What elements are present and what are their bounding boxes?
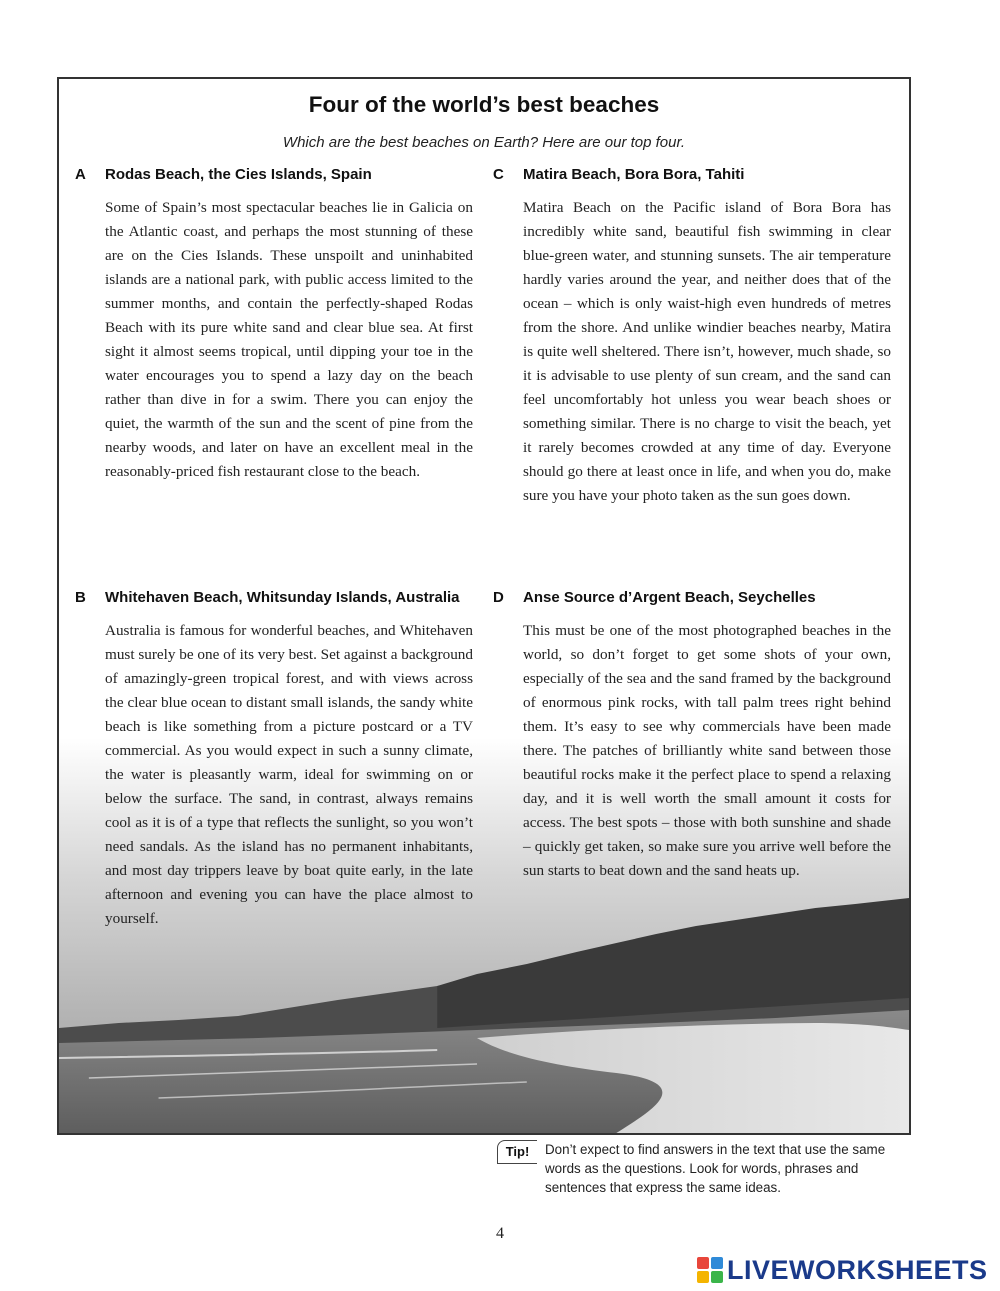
tip-text: Don’t expect to find answers in the text that use the same words as the questions. Look for words, phrases and sentences that express the same ideas. (545, 1142, 886, 1195)
page-number: 4 (496, 1225, 504, 1242)
section-b (75, 589, 475, 927)
logo-square (711, 1257, 723, 1269)
section-heading (75, 589, 475, 613)
section-letter: C (493, 166, 504, 183)
section-title: Whitehaven Beach, Whitsunday Islands, Australia (105, 589, 460, 606)
section-letter: D (493, 589, 504, 606)
section-title: Anse Source d’Argent Beach, Seychelles (523, 589, 816, 606)
logo-square (711, 1271, 723, 1283)
logo-square (697, 1271, 709, 1283)
section-title: Matira Beach, Bora Bora, Tahiti (523, 166, 745, 183)
section-body: Some of Spain’s most spectacular beaches lie in Galicia on the Atlantic coast, and perhaps the most stunning of these are on the Cies Islands. These unspoilt and uninhabited islands are a national park, with public access limited to the summer months, and contain the perfectly-shaped Rodas Beach with its pure white sand and clear blue sea. At first sight it almost seems tropical, until dipping your toe in the water encourages you to spend a lazy day on the beach rather than dive in for a swim. There you can enjoy the quiet, the warmth of the sun and the scent of pine from the nearby woods, and later on have an excellent meal in the reasonably-priced fish restaurant close to the beach. (105, 199, 473, 480)
section-c (493, 166, 893, 504)
tip-label: Tip! (497, 1140, 537, 1164)
section-heading (493, 166, 893, 190)
liveworksheets-brand[interactable] (697, 1254, 988, 1286)
section-heading (75, 166, 475, 190)
section-heading (493, 589, 893, 613)
section-body: Australia is famous for wonderful beaches, and Whitehaven must surely be one of its very best. Set against a background of amazingly-green tropical forest, and with views across the clear blue ocean to distant small islands, the sandy white beach is like something from a picture postcard or a TV commercial. As you would expect in such a sunny climate, the water is pleasantly warm, ideal for swimming on or below the surface. The sand, in contrast, always remains cool as it is of a type that reflects the sunlight, so you won’t need sandals. As the island has no permanent inhabitants, and most day trippers leave by boat quite early, in the late afternoon and evening you can have the place almost to yourself. (105, 622, 473, 927)
section-title: Rodas Beach, the Cies Islands, Spain (105, 166, 372, 183)
logo-square (697, 1257, 709, 1269)
section-letter: B (75, 589, 86, 606)
section-body: This must be one of the most photographed beaches in the world, so don’t forget to get some shots of your own, especially of the sea and the sand framed by the background of enormous pink rocks, with tall palm trees right behind them. It’s easy to see why commercials have been made there. The patches of brilliantly white sand between those beautiful rocks make it the perfect place to spend a relaxing day, and it is well worth the small amount it costs for access. The best spots – those with both sunshine and shade – quickly get taken, so make sure you arrive well before the sun starts to beat down and the sand heats up. (523, 622, 891, 879)
tip-box (497, 1140, 907, 1200)
brand-name: LIVEWORKSHEETS (727, 1254, 988, 1285)
article-subtitle: Which are the best beaches on Earth? Here are our top four. (282, 134, 686, 151)
article-frame (57, 77, 911, 1135)
liveworksheets-logo-icon (697, 1257, 723, 1283)
article-title: Four of the world’s best beaches (308, 92, 660, 117)
section-letter: A (75, 166, 86, 183)
section-a (75, 166, 475, 480)
section-d (493, 589, 893, 879)
section-body: Matira Beach on the Pacific island of Bora Bora has incredibly white sand, beautiful fish swimming in clear blue-green water, and stunning sunsets. The air temperature hardly varies around the year, and neither does that of the ocean – which is only waist-high even hundreds of metres from the shore. And unlike windier beaches nearby, Matira is quite well sheltered. There isn’t, however, much shade, so it is advisable to use plenty of sun cream, and the sand can feel uncomfortably hot unless you wear beach shoes or something similar. There is no charge to visit the beach, yet it rarely becomes crowded at any time of day. Everyone should go there at least once in life, and when you do, make sure you have your photo taken as the sun goes down. (523, 199, 891, 504)
